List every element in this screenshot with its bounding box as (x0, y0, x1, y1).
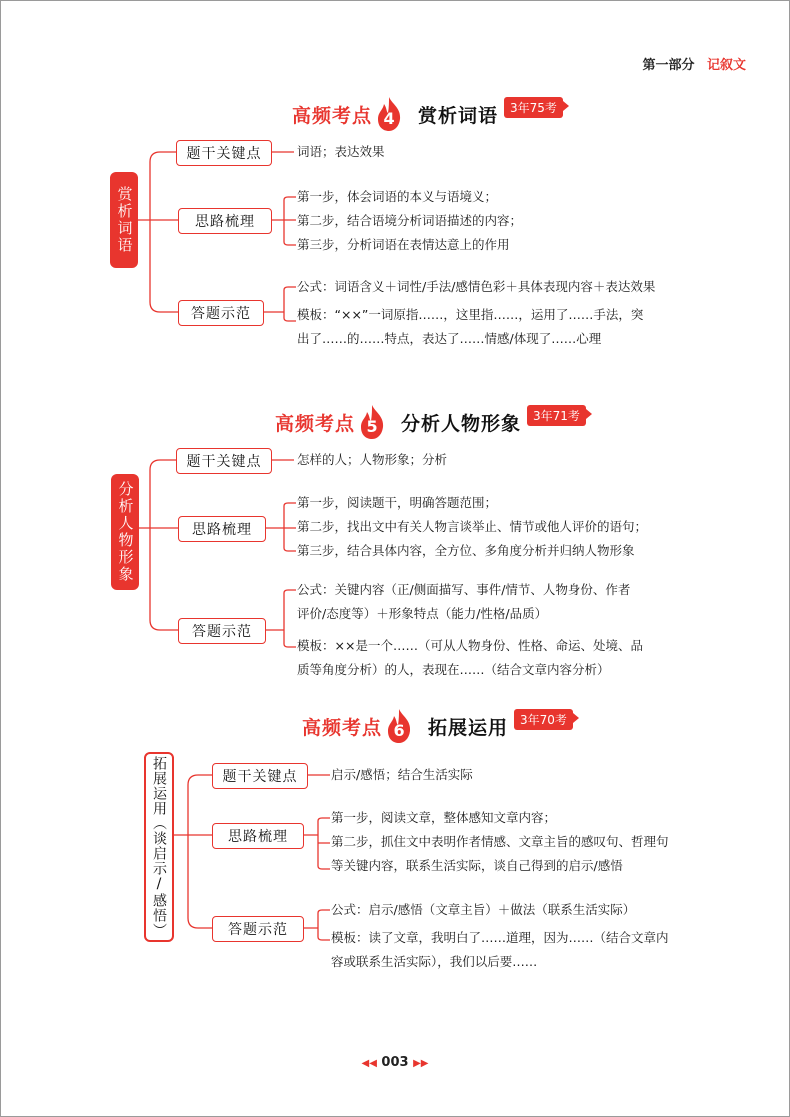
header-genre: 记叙文 (706, 58, 746, 73)
header-part: 第一部分 (642, 58, 695, 73)
title-prefix: 高频考点 (302, 716, 383, 739)
node-key-points: 题干关键点 (212, 763, 308, 789)
section-title-6 (302, 706, 573, 746)
node-answer-demo: 答题示范 (178, 300, 264, 326)
flame-icon (374, 96, 404, 132)
node-answer-demo: 答题示范 (178, 618, 266, 644)
left-arrows-icon: ◀◀ (361, 1058, 377, 1069)
content-answer-demo: 公式：关键内容（正/侧面描写、事件/情节、人物身份、作者 评价/态度等）＋形象特点（能力/性格/品质） 模板：××是一个……（可从人物身份、性格、命运、处境、品 质等角度分析）的人，表现在……（结合文章内容分析） (297, 582, 643, 677)
node-thinking: 思路梳理 (212, 823, 304, 849)
flame-icon (384, 708, 414, 744)
content-answer-demo: 公式：词语含义＋词性/手法/感情色彩＋具体表现内容＋表达效果 模板：“××”一词原指……，这里指……，运用了……手法，突 出了……的……特点，表达了……情感/体现了……心理 (297, 279, 656, 346)
node-thinking: 思路梳理 (178, 208, 272, 234)
page-footer (0, 1055, 790, 1070)
vertical-label-4: 赏析词语 (110, 172, 138, 268)
node-thinking: 思路梳理 (178, 516, 266, 542)
vertical-label-6: 拓展运用（谈启示/感悟） (144, 752, 174, 942)
content-key-points: 词语；表达效果 (297, 144, 385, 159)
content-key-points: 怎样的人；人物形象；分析 (297, 452, 448, 467)
title-number: 5 (366, 417, 378, 436)
title-topic: 赏析词语 (418, 104, 499, 127)
exam-frequency-badge: 3年70考 (514, 709, 573, 730)
title-prefix: 高频考点 (292, 104, 373, 127)
content-thinking: 第一步，阅读题干，明确答题范围； 第二步，找出文中有关人物言谈举止、情节或他人评价的语句； 第三步，结合具体内容，全方位、多角度分析并归纳人物形象 (297, 495, 648, 558)
page-number: 003 (381, 1055, 409, 1070)
node-key-points: 题干关键点 (176, 140, 272, 166)
flame-icon (357, 404, 387, 440)
exam-frequency-badge: 3年75考 (504, 97, 563, 118)
title-topic: 分析人物形象 (401, 412, 522, 435)
exam-frequency-badge: 3年71考 (527, 405, 586, 426)
title-prefix: 高频考点 (275, 412, 356, 435)
title-number: 4 (383, 109, 395, 128)
vertical-label-5: 分析人物形象 (111, 474, 139, 590)
content-answer-demo: 公式：启示/感悟（文章主旨）＋做法（联系生活实际） 模板：读了文章，我明白了……道理，因为……（结合文章内 容或联系生活实际），我们以后要…… (331, 902, 669, 969)
section-title-4 (292, 94, 563, 134)
title-number: 6 (393, 721, 405, 740)
content-thinking: 第一步，体会词语的本义与语境义； 第二步，结合语境分析词语描述的内容； 第三步，分析词语在表情达意上的作用 (297, 189, 523, 252)
node-key-points: 题干关键点 (176, 448, 272, 474)
right-arrows-icon: ▶▶ (413, 1058, 429, 1069)
node-answer-demo: 答题示范 (212, 916, 304, 942)
content-thinking: 第一步，阅读文章，整体感知文章内容； 第二步，抓住文中表明作者情感、文章主旨的感叹句、哲理句 等关键内容，联系生活实际，谈自己得到的启示/感悟 (331, 810, 669, 873)
content-key-points: 启示/感悟；结合生活实际 (331, 767, 473, 782)
section-title-5 (275, 402, 586, 442)
title-topic: 拓展运用 (428, 716, 509, 739)
